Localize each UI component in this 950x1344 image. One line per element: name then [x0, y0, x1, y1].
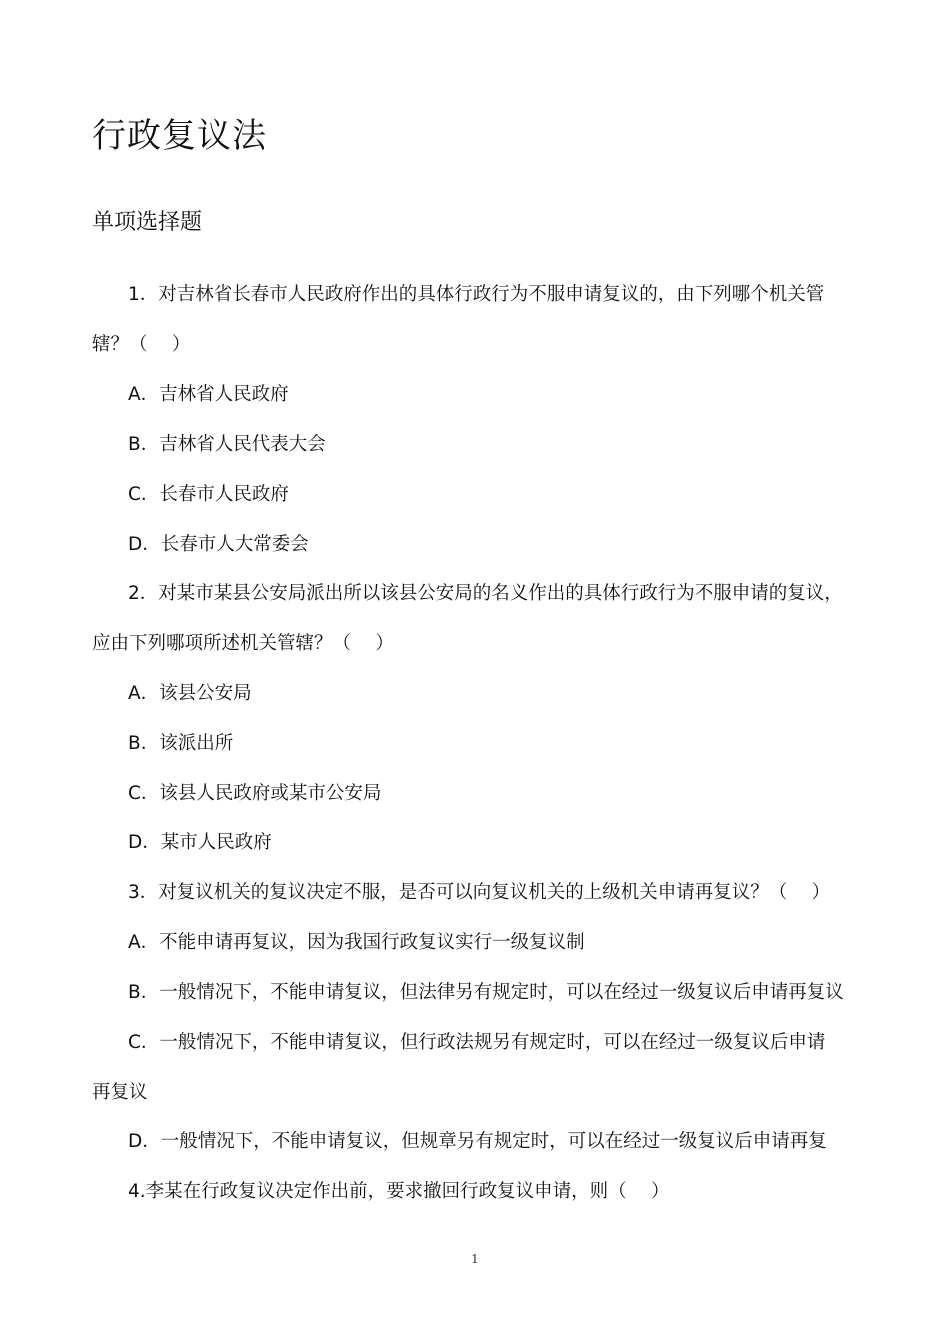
- question-2-option-d: D．某市人民政府: [128, 832, 272, 853]
- page-number: 1: [471, 1252, 479, 1266]
- question-2-option-c: C．该县人民政府或某市公安局: [128, 783, 382, 804]
- question-1-option-d: D．长春市人大常委会: [128, 534, 309, 555]
- question-1-option-a: A．吉林省人民政府: [128, 384, 289, 405]
- question-2-option-b: B．该派出所: [128, 733, 234, 754]
- question-1-option-c: C．长春市人民政府: [128, 484, 289, 505]
- question-2-stem: 2．对某市某县公安局派出所以该县公安局的名义作出的具体行政行为不服申请的复议，: [128, 583, 843, 604]
- question-4-stem: 4.李某在行政复议决定作出前，要求撤回行政复议申请，则（ ）: [128, 1181, 670, 1202]
- section-heading: 单项选择题: [92, 210, 203, 235]
- question-3-option-d: D．一般情况下，不能申请复议，但规章另有规定时，可以在经过一级复议后申请再复: [128, 1131, 827, 1152]
- question-2-option-a: A．该县公安局: [128, 683, 252, 704]
- document-title: 行政复议法: [92, 116, 267, 156]
- question-3-option-c-continued: 再复议: [92, 1082, 148, 1103]
- question-1-option-b: B．吉林省人民代表大会: [128, 434, 326, 455]
- question-3-stem: 3．对复议机关的复议决定不服，是否可以向复议机关的上级机关申请再复议？（ ）: [128, 882, 831, 903]
- question-2-stem-continued: 应由下列哪项所述机关管辖？（ ）: [92, 633, 394, 654]
- question-1-stem-continued: 辖？（ ）: [92, 334, 191, 355]
- question-3-option-c: C．一般情况下，不能申请复议，但行政法规另有规定时，可以在经过一级复议后申请: [128, 1032, 826, 1053]
- question-3-option-b: B．一般情况下，不能申请复议，但法律另有规定时，可以在经过一级复议后申请再复议: [128, 982, 844, 1003]
- question-3-option-a: A．不能申请再复议，因为我国行政复议实行一级复议制: [128, 932, 585, 953]
- question-1-stem: 1．对吉林省长春市人民政府作出的具体行政行为不服申请复议的，由下列哪个机关管: [128, 284, 825, 305]
